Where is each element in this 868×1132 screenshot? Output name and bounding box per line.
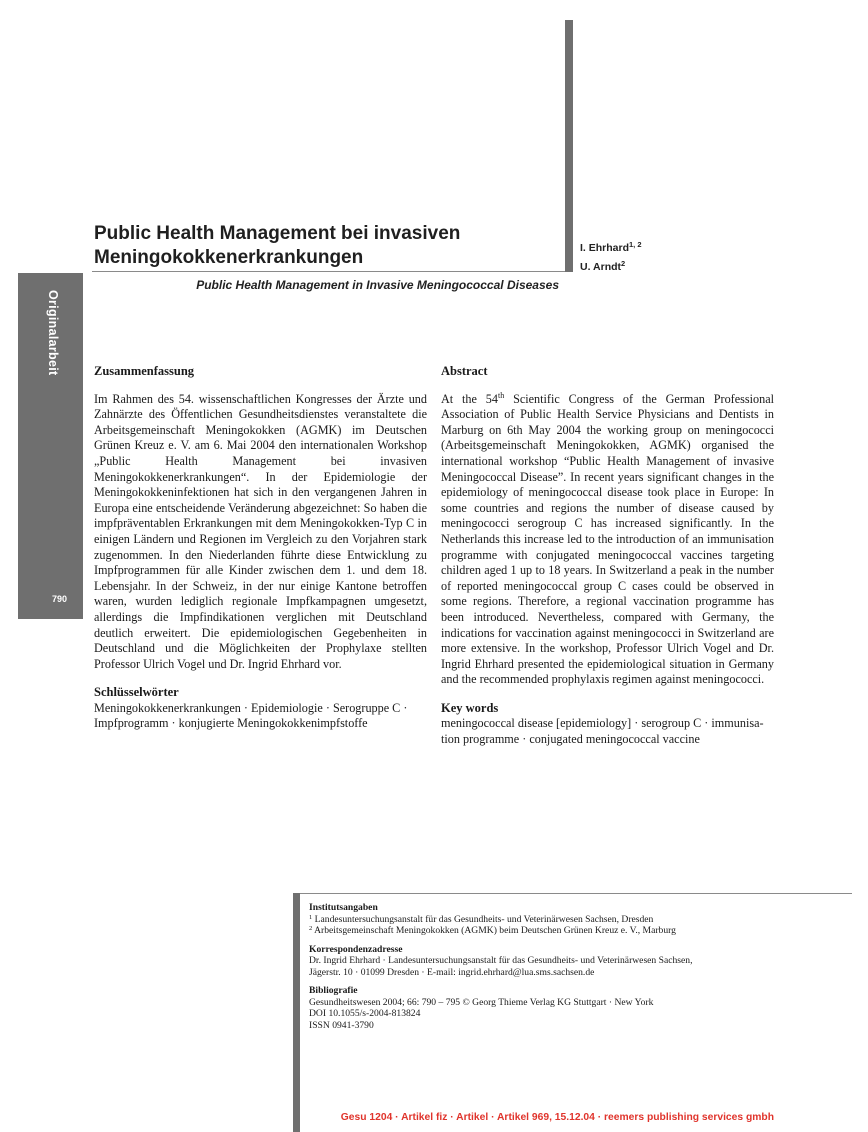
german-keywords-line-2: Impfprogramm · konjugierte Meningokokkenimpfstoffe (94, 716, 368, 731)
german-abstract-heading: Zusammenfassung (94, 364, 195, 378)
correspondence-line-2: Jägerstr. 10 · 01099 Dresden · E-mail: ingrid.ehrhard@lua.sms.sachsen.de (309, 966, 595, 978)
author-list (580, 237, 642, 275)
production-footer: Gesu 1204 · Artikel fiz · Artikel · Artikel 969, 15.12.04 · reemers publishing services gmbh (340, 1112, 774, 1123)
bibliography-line-2: DOI 10.1055/s-2004-813824 (309, 1008, 421, 1019)
title-line-2: Meningokokkenerkrankungen (94, 247, 364, 268)
english-keywords-heading: Key words (441, 700, 499, 715)
institution-2 (309, 925, 839, 937)
correspondence-heading: Korrespondenzadresse (309, 943, 403, 955)
german-keywords-line-1: Meningokokkenerkrankungen · Epidemiologie · Serogruppe C · (94, 700, 408, 715)
german-abstract-column (94, 364, 427, 732)
correspondence-block (309, 944, 839, 979)
section-label: Originalarbeit (46, 290, 60, 376)
abstract-text-start: At the 54 (441, 391, 498, 406)
bibliography-block (309, 985, 839, 1031)
author-1 (580, 237, 642, 256)
title-rule (92, 271, 565, 272)
bibliography-line-3: ISSN 0941-3790 (309, 1019, 374, 1031)
institution-name: Landesuntersuchungsanstalt für das Gesundheits- und Veterinärwesen Sachsen, Dresden (312, 913, 654, 925)
english-title: Public Health Management in Invasive Meningococcal Diseases (196, 278, 559, 292)
correspondence-line-1: Dr. Ingrid Ehrhard · Landesuntersuchungsanstalt für das Gesundheits- und Veterinärwesen Sachsen, (309, 955, 693, 966)
english-keywords-line-1: meningococcal disease [epidemiology] · serogroup C · immunisa- (441, 716, 764, 731)
english-abstract-heading: Abstract (441, 364, 488, 378)
english-keywords-line-2: tion programme · conjugated meningococcal vaccine (441, 732, 700, 747)
affiliation-number: 2 (309, 925, 313, 932)
institution-1 (309, 914, 839, 926)
german-keywords-heading: Schlüsselwörter (94, 685, 179, 700)
institution-heading: Institutsangaben (309, 902, 378, 913)
author-2 (580, 256, 642, 275)
title-line-1: Public Health Management bei invasiven (94, 223, 461, 244)
ordinal-suffix: th (497, 390, 505, 400)
affiliation-number: 1 (309, 913, 313, 921)
author-name: U. Arndt (580, 261, 622, 273)
english-abstract-column (441, 364, 774, 748)
english-abstract-text (441, 392, 774, 688)
bibliography-heading: Bibliografie (309, 985, 358, 996)
german-abstract-text: Im Rahmen des 54. wissenschaftlichen Kongresses der Ärzte und Zahnärzte des Öffentlichen Gesundheitsdienstes veranstaltete die Arbeitsgemeinschaft Meningokokken (AGMK) im Deutschen Grünen Kreuz e. V. am 6. Mai 2004 den internationalen Workshop „Public Health Management bei invasiven Meningokokkenerkrankungen“. In der Epidemiologie der Meningokokkeninfektionen hat sich in den vergangenen Jahren in Europa eine entscheidende Veränderung abgezeichnet: So haben die impfpräventablen Erkrankungen mit dem Meningokokken-Typ C in einigen Ländern und Regionen im Vergleich zu den Vorjahren stark zugenommen. In den Niederlanden führte diese Entwicklung zu Impfprogrammen für alle Kinder zwischen dem 1. und dem 18. Lebensjahr. In der Schweiz, in der nur einige Kantone betroffen waren, wurden lediglich regionale Impfkampagnen umgesetzt, allerdings die Impfindikationen verglichen mit Deutschland deutlich erweitert. Die epidemiologischen Gegebenheiten in Deutschland und die Möglichkeiten der Prophylaxe stellten Professor Ulrich Vogel und Dr. Ingrid Ehrhard vor. (94, 391, 427, 671)
author-name: I. Ehrhard (580, 242, 630, 254)
article-info-box (309, 902, 839, 1038)
institution-block (309, 902, 839, 937)
institution-name: Arbeitsgemeinschaft Meningokokken (AGMK) beim Deutschen Grünen Kreuz e. V., Marburg (312, 925, 676, 936)
page-number: 790 (52, 594, 68, 604)
bibliography-line-1: Gesundheitswesen 2004; 66: 790 – 795 © Georg Thieme Verlag KG Stuttgart · New York (309, 996, 654, 1008)
info-box-rule (300, 893, 852, 894)
abstract-text-rest: Scientific Congress of the German Professional Association of Public Health Service Physicians and Dentists in Marburg on 6th May 2004 the working group on meningococci (Arbeitsgemeinschaft Meningokokken, AGMK) organised the international workshop “Public Health Management of invasive Meningococcal Disease”. In recent years significant changes in the epidemiology of meningococcal disease took place in Europe: In some countries and regions the number of disease caused by meningococci serogroup C has increased significantly. In the Netherlands this increase led to the introduction of an immunisation programme with conjugated meningococcal vaccines targeting children aged 1 up to 18 years. In Switzerland a peak in the number of reported meningococcal group C cases could be observed in some regions. Therefore, a regional vaccination programme has been introduced. Nevertheless, compared with Germany, the indications for vaccination against meningococci in Switzerland are more extensive. In the workshop, Professor Ulrich Vogel and Dr. Ingrid Ehrhard presented the epidemiological situation in Germany and the recommended prophylaxis regimen against meningococci. (441, 391, 774, 687)
article-title (94, 222, 554, 270)
top-vertical-bar (565, 20, 573, 272)
info-box-bar (293, 893, 300, 1132)
author-affiliation: 2 (621, 259, 626, 268)
author-affiliation: 1, 2 (629, 240, 642, 249)
